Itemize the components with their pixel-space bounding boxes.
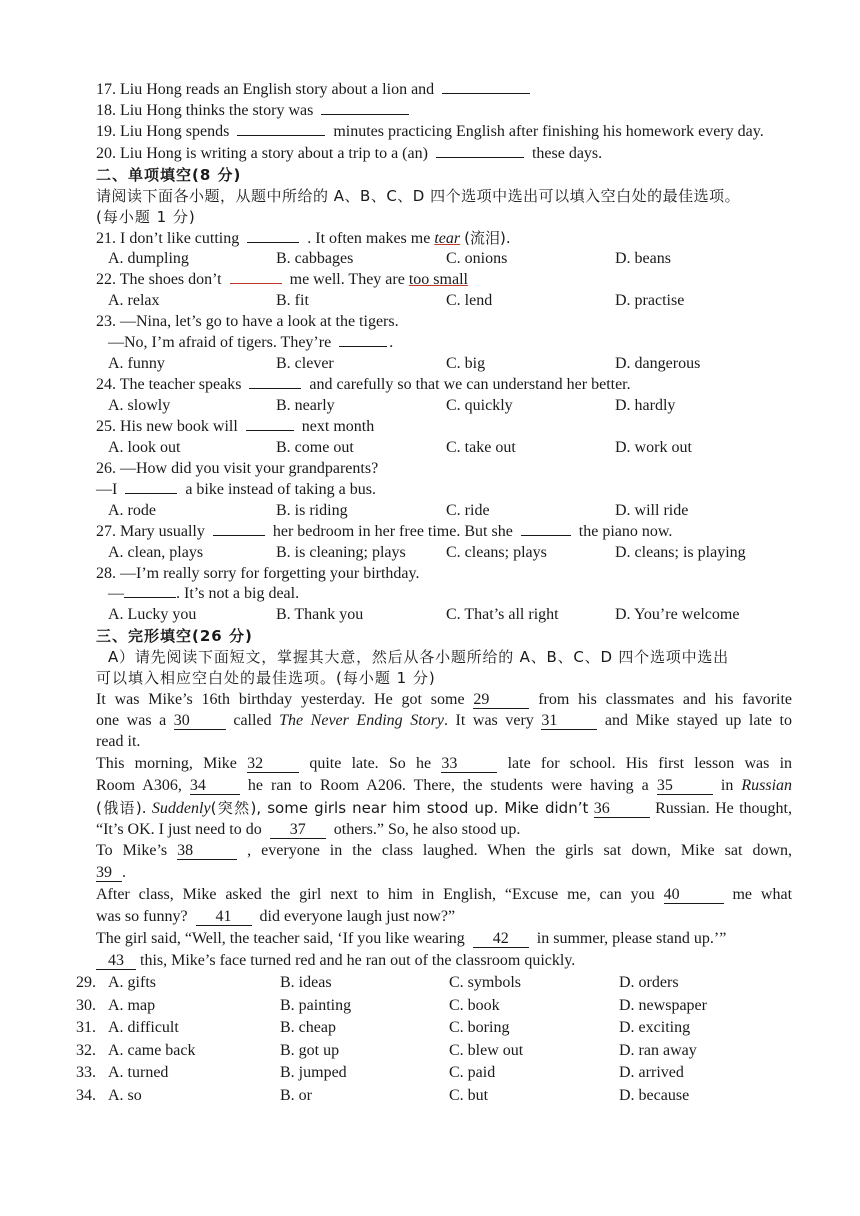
passage-text: quite late. So he — [309, 755, 432, 772]
cloze-option-number: 29. — [76, 974, 96, 991]
passage-text: (俄语). — [96, 799, 147, 817]
q26-option-b: B. is riding — [276, 502, 348, 519]
passage-line — [96, 841, 792, 861]
question-20-text: 20. Liu Hong is writing a story about a trip to a (an) — [96, 145, 428, 162]
passage-line — [96, 885, 792, 905]
passage-line — [96, 951, 575, 971]
q25-option-a: A. look out — [108, 439, 181, 456]
q28-text-b: . It’s not a big deal. — [176, 585, 300, 602]
q26-option-d: D. will ride — [615, 502, 689, 519]
question-19-text: 19. Liu Hong spends — [96, 123, 230, 140]
book-title: The Never Ending Story — [279, 712, 444, 729]
q22-option-d: D. practise — [615, 292, 685, 309]
cloze-option-number: 30. — [76, 997, 96, 1014]
q27-option-a: A. clean, plays — [108, 544, 204, 561]
question-25 — [96, 417, 374, 437]
passage-text: late for school. His first lesson was in — [507, 755, 793, 772]
passage-line — [96, 820, 520, 840]
answer-blank — [249, 388, 301, 389]
cloze-31-option-d: D. exciting — [619, 1019, 691, 1036]
cloze-blank-35: 35 — [657, 778, 713, 795]
cloze-blank-40: 40 — [664, 887, 724, 904]
question-28-reply — [108, 584, 299, 604]
q21-text-d: (流泪). — [464, 229, 511, 247]
passage-line — [96, 776, 792, 796]
q24-option-c: C. quickly — [446, 397, 513, 414]
q28-text-a: — — [108, 585, 124, 602]
cloze-33-option-d: D. arrived — [619, 1064, 684, 1081]
passage-text: did everyone laugh just now?” — [259, 908, 456, 925]
section-2-instruction-2: (每小题 1 分) — [96, 208, 196, 226]
passage-line — [96, 690, 792, 710]
passage-line — [96, 754, 792, 774]
cloze-blank-34: 34 — [190, 778, 240, 795]
question-26-reply — [96, 480, 376, 500]
cloze-blank-38: 38 — [177, 843, 237, 860]
cloze-34-option-a: A. so — [108, 1087, 142, 1104]
q23-option-d: D. dangerous — [615, 355, 701, 372]
q23-option-b: B. clever — [276, 355, 334, 372]
passage-text: Russian. He thought, — [655, 800, 793, 817]
passage-text: (突然), some girls near him stood up. Mike didn’t — [210, 799, 589, 817]
answer-blank — [125, 493, 177, 494]
q24-option-d: D. hardly — [615, 397, 676, 414]
answer-blank — [213, 535, 265, 536]
q25-text-b: next month — [301, 418, 375, 435]
passage-text: . It was very — [444, 712, 534, 729]
q27-text-c: the piano now. — [578, 523, 673, 540]
cloze-32-option-c: C. blew out — [449, 1042, 524, 1059]
cloze-option-number: 32. — [76, 1042, 96, 1059]
passage-text: Room A306, — [96, 777, 182, 794]
question-20-text-end: these days. — [531, 145, 603, 162]
q21-option-c: C. onions — [446, 250, 508, 267]
q28-option-a: A. Lucky you — [108, 606, 197, 623]
cloze-blank-41: 41 — [196, 909, 252, 926]
cloze-blank-39: 39 — [96, 865, 122, 882]
cloze-blank-29: 29 — [473, 692, 529, 709]
answer-blank — [521, 535, 571, 536]
passage-text: , everyone in the class laughed. When the girls sat down, Mike sat down, — [247, 842, 793, 859]
q24-option-b: B. nearly — [276, 397, 335, 414]
passage-text: in — [720, 777, 734, 794]
q28-option-c: C. That’s all right — [446, 606, 559, 623]
q23-option-a: A. funny — [108, 355, 165, 372]
answer-blank — [442, 93, 530, 94]
question-23-reply — [108, 333, 393, 353]
cloze-blank-43: 43 — [96, 953, 136, 970]
q21-text-b: . It often makes me — [307, 230, 431, 247]
q24-text-a: 24. The teacher speaks — [96, 376, 242, 393]
q27-option-d: D. cleans; is playing — [615, 544, 746, 561]
question-18-text: 18. Liu Hong thinks the story was — [96, 102, 314, 119]
passage-text: To Mike’s — [96, 842, 168, 859]
passage-line — [96, 863, 126, 883]
cloze-30-option-d: D. newspaper — [619, 997, 707, 1014]
q28-option-b: B. Thank you — [276, 606, 364, 623]
q24-option-a: A. slowly — [108, 397, 171, 414]
q26-text-b: a bike instead of taking a bus. — [185, 481, 376, 498]
question-22 — [96, 270, 468, 290]
passage-text: this, Mike’s face turned red and he ran out of the classroom quickly. — [140, 952, 576, 969]
cloze-29-option-d: D. orders — [619, 974, 679, 991]
q27-option-b: B. is cleaning; plays — [276, 544, 406, 561]
passage-text: was so funny? — [96, 908, 188, 925]
cloze-32-option-d: D. ran away — [619, 1042, 697, 1059]
cloze-31-option-a: A. difficult — [108, 1019, 179, 1036]
q21-text-a: 21. I don’t like cutting — [96, 230, 240, 247]
answer-blank — [230, 283, 282, 284]
q26-option-a: A. rode — [108, 502, 156, 519]
cloze-option-number: 33. — [76, 1064, 96, 1081]
section-3-instruction-2: 可以填入相应空白处的最佳选项。(每小题 1 分) — [96, 669, 436, 687]
passage-text: he ran to Room A206. There, the students were having a — [247, 777, 649, 794]
answer-blank — [321, 114, 409, 115]
cloze-option-number: 34. — [76, 1087, 96, 1104]
passage-text: . — [122, 864, 126, 881]
cloze-blank-36: 36 — [594, 801, 650, 818]
cloze-blank-33: 33 — [441, 756, 497, 773]
q22-text-c: too small — [408, 271, 468, 288]
answer-blank — [246, 430, 294, 431]
cloze-33-option-a: A. turned — [108, 1064, 169, 1081]
q22-option-b: B. fit — [276, 292, 309, 309]
answer-blank — [124, 597, 176, 598]
section-2-heading: 二、单项填空(8 分) — [96, 166, 242, 184]
cloze-33-option-b: B. jumped — [280, 1064, 347, 1081]
question-26: 26. —How did you visit your grandparents? — [96, 460, 379, 477]
q21-option-d: D. beans — [615, 250, 671, 267]
q23-text-a: —No, I’m afraid of tigers. They’re — [108, 334, 332, 351]
passage-line: read it. — [96, 733, 141, 750]
answer-blank — [247, 242, 299, 243]
cloze-33-option-c: C. paid — [449, 1064, 496, 1081]
q25-option-b: B. come out — [276, 439, 354, 456]
question-20 — [96, 144, 602, 164]
cloze-option-number: 31. — [76, 1019, 96, 1036]
question-23: 23. —Nina, let’s go to have a look at the tigers. — [96, 313, 399, 330]
cloze-34-option-c: C. but — [449, 1087, 489, 1104]
answer-blank — [436, 157, 524, 158]
cloze-30-option-b: B. painting — [280, 997, 352, 1014]
cloze-blank-32: 32 — [247, 756, 299, 773]
question-17-text: 17. Liu Hong reads an English story about a lion and — [96, 81, 435, 98]
q24-text-b: and carefully so that we can understand her better. — [309, 376, 631, 393]
passage-text: It was Mike’s 16th birthday yesterday. He got some — [96, 691, 465, 708]
q25-option-c: C. take out — [446, 439, 516, 456]
cloze-34-option-b: B. or — [280, 1087, 312, 1104]
passage-text: This morning, Mike — [96, 755, 237, 772]
q27-option-c: C. cleans; plays — [446, 544, 547, 561]
q22-option-a: A. relax — [108, 292, 160, 309]
cloze-30-option-c: C. book — [449, 997, 500, 1014]
passage-text: called — [233, 712, 272, 729]
q22-text-a: 22. The shoes don’t — [96, 271, 222, 288]
question-19 — [96, 122, 764, 142]
answer-blank — [237, 135, 325, 136]
cloze-blank-30: 30 — [174, 713, 226, 730]
passage-text: me what — [732, 886, 793, 903]
passage-text: “It’s OK. I just need to do — [96, 821, 262, 838]
passage-line — [96, 929, 726, 949]
section-2-instruction: 请阅读下面各小题，从题中所给的 A、B、C、D 四个选项中选出可以填入空白处的最佳选项。 — [96, 187, 741, 205]
q26-text-a: —I — [96, 481, 118, 498]
q27-text-a: 27. Mary usually — [96, 523, 205, 540]
q25-text-a: 25. His new book will — [96, 418, 238, 435]
cloze-29-option-b: B. ideas — [280, 974, 332, 991]
question-24 — [96, 375, 631, 395]
cloze-30-option-a: A. map — [108, 997, 156, 1014]
section-3-heading: 三、完形填空(26 分) — [96, 627, 253, 645]
passage-text: in summer, please stand up.’” — [536, 930, 727, 947]
question-19-text-end: minutes practicing English after finishing his homework every day. — [333, 123, 764, 140]
answer-blank — [339, 346, 387, 347]
cloze-34-option-d: D. because — [619, 1087, 690, 1104]
passage-text: After class, Mike asked the girl next to him in English, “Excuse me, can you — [96, 886, 655, 903]
section-3-instruction: A）请先阅读下面短文，掌握其大意，然后从各小题所给的 A、B、C、D 四个选项中选出 — [108, 648, 729, 666]
q22-option-c: C. lend — [446, 292, 493, 309]
q26-option-c: C. ride — [446, 502, 490, 519]
question-27 — [96, 522, 672, 542]
cloze-blank-31: 31 — [541, 713, 597, 730]
cloze-29-option-a: A. gifts — [108, 974, 156, 991]
passage-word-suddenly: Suddenly — [151, 800, 211, 817]
passage-line — [96, 907, 455, 927]
cloze-29-option-c: C. symbols — [449, 974, 522, 991]
passage-word-russian: Russian — [741, 777, 793, 794]
cloze-31-option-b: B. cheap — [280, 1019, 336, 1036]
passage-text: The girl said, “Well, the teacher said, ‘If you like wearing — [96, 930, 465, 947]
q28-option-d: D. You’re welcome — [615, 606, 740, 623]
cloze-blank-42: 42 — [473, 931, 529, 948]
q21-option-a: A. dumpling — [108, 250, 189, 267]
passage-text: others.” So, he also stood up. — [333, 821, 521, 838]
passage-line — [96, 798, 792, 819]
cloze-32-option-a: A. came back — [108, 1042, 196, 1059]
passage-text: and Mike stayed up late to — [604, 712, 793, 729]
cloze-31-option-c: C. boring — [449, 1019, 510, 1036]
q23-option-c: C. big — [446, 355, 486, 372]
q22-text-b: me well. They are — [289, 271, 405, 288]
cloze-32-option-b: B. got up — [280, 1042, 340, 1059]
q21-option-b: B. cabbages — [276, 250, 354, 267]
q27-text-b: her bedroom in her free time. But she — [272, 523, 513, 540]
passage-text: one was a — [96, 712, 167, 729]
question-21 — [96, 228, 511, 249]
q23-text-b: . — [389, 334, 394, 351]
passage-line — [96, 711, 792, 731]
cloze-blank-37: 37 — [270, 822, 326, 839]
passage-text: from his classmates and his favorite — [538, 691, 793, 708]
question-28: 28. —I’m really sorry for forgetting your birthday. — [96, 565, 420, 582]
question-17 — [96, 80, 530, 100]
q21-word-tear: tear — [434, 230, 461, 247]
question-18 — [96, 101, 409, 121]
q25-option-d: D. work out — [615, 439, 692, 456]
